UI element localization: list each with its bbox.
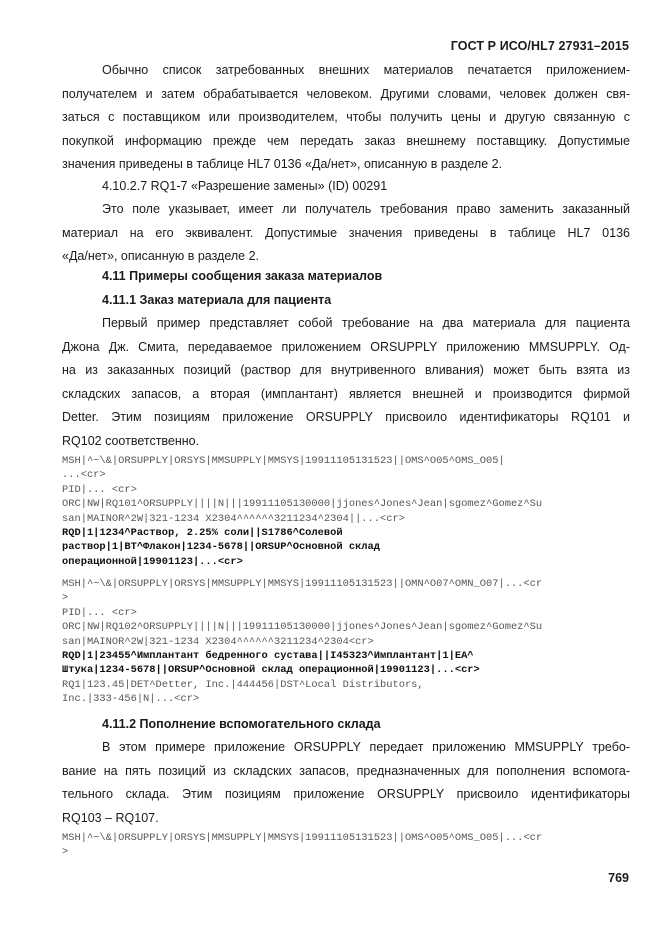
paragraph-external-materials [62,59,630,177]
text-line: получателем и затем обрабатывается человеком. Другими словами, человек должен свя- [62,86,630,101]
section-heading-4-11: 4.11 Примеры сообщения заказа материалов [102,269,383,283]
code-line: раствор|1|BT^Флакон|1234-5678||ORSUP^Основной склад [62,541,381,554]
code-line: Штука|1234-5678||ORSUP^Основной склад операционной|19901123|...<cr> [62,664,480,677]
paragraph-substitution [62,198,630,269]
text-line: RQ103 – RQ107. [62,810,159,825]
text-line: на из заказанных позиций (раствор для внутривенного вливания) может быть взята из [62,363,630,377]
document-header: ГОСТ Р ИСО/HL7 27931–2015 [450,39,629,53]
text-line: Джона Дж. Смита, передаваемое приложением ORSUPPLY приложению MMSUPPLY. Од- [62,339,630,354]
paragraph-patient-order [62,312,630,453]
code-line: san|MAINOR^2W|321-1234 X2304^^^^^^3211234^2304||...<cr> [62,512,405,525]
code-line: RQD|1|23455^Имплантант бедренного сустава||I45323^Имплантант|1|EA^ [62,649,474,662]
text-line: Detter. Этим позициям приложение ORSUPPLY присвоило идентификаторы RQ101 и [62,410,630,424]
field-heading: 4.10.2.7 RQ1-7 «Разрешение замены» (ID) 00291 [102,179,388,193]
section-heading-4-11-2: 4.11.2 Пополнение вспомогательного склада [102,717,381,731]
paragraph-replenishment [62,736,630,830]
code-line: ...<cr> [62,469,106,482]
text-line: Первый пример представляет собой требование на два материала для пациента [102,316,630,330]
code-line: PID|... <cr> [62,483,137,496]
text-line: В этом примере приложение ORSUPPLY передает приложению MMSUPPLY требо- [102,740,630,754]
code-line: операционной|19901123|...<cr> [62,555,243,568]
text-line: покупкой информацию прежде чем передать заказ внешнему поставщику. Допустимые [62,133,630,148]
section-heading-4-11-1: 4.11.1 Заказ материала для пациента [102,293,332,307]
text-line: RQ102 соответственно. [62,433,200,448]
text-line: материал на его эквивалент. Допустимые значения приведены в таблице HL7 0136 [62,225,630,240]
code-line: RQD|1|1234^Раствор, 2.25% соли||S1786^Солевой [62,526,343,539]
code-line: MSH|^~\&|ORSUPPLY|ORSYS|MMSUPPLY|MMSYS|19911105131523||OMS^O05^OMS_O05|...<cr [62,832,543,844]
text-line: Это поле указывает, имеет ли получатель требования право заменить заказанный [102,202,630,216]
code-line: > [62,592,69,605]
text-line: значения приведены в таблице HL7 0136 «Да/нет», описанную в разделе 2. [62,157,503,171]
text-line: «Да/нет», описанную в разделе 2. [62,249,260,263]
text-line: Обычно список затребованных внешних материалов печатается приложением- [102,63,630,77]
code-line: ORC|NW|RQ101^ORSUPPLY||||N|||19911105130000|jjones^Jones^Jean|sgomez^Gomez^Su [62,498,543,511]
code-line: > [62,846,69,859]
code-line: PID|... <cr> [62,606,137,619]
code-block-message-3 [62,831,637,860]
page-number: 769 [608,871,629,885]
text-line: заться с поставщиком или производителем, чтобы получить цены и другую связанную с [62,110,630,124]
code-line: MSH|^~\&|ORSUPPLY|ORSYS|MMSUPPLY|MMSYS|19911105131523||OMS^O05^OMS_O05| [62,455,505,467]
code-line: Inc.|333-456|N|...<cr> [62,693,200,706]
text-line: тельного склада. Этим позициям приложение ORSUPPLY присвоило идентификаторы [62,787,630,801]
code-block-message-2 [62,577,637,707]
text-line: вание на пять позиций из складских запасов, предназначенных для пополнения вспомога- [62,763,630,778]
code-line: MSH|^~\&|ORSUPPLY|ORSYS|MMSUPPLY|MMSYS|19911105131523||OMN^O07^OMN_O07|...<cr [62,578,543,590]
code-line: RQ1|123.45|DET^Detter, Inc.|444456|DST^Local Distributors, [62,678,424,691]
code-line: san|MAINOR^2W|321-1234 X2304^^^^^^3211234^2304<cr> [62,635,374,648]
text-line: складских запасов, а вторая (имплантант) является внешней и производится фирмой [62,386,630,401]
code-line: ORC|NW|RQ102^ORSUPPLY||||N|||19911105130000|jjones^Jones^Jean|sgomez^Gomez^Su [62,621,543,634]
code-block-message-1 [62,454,637,569]
